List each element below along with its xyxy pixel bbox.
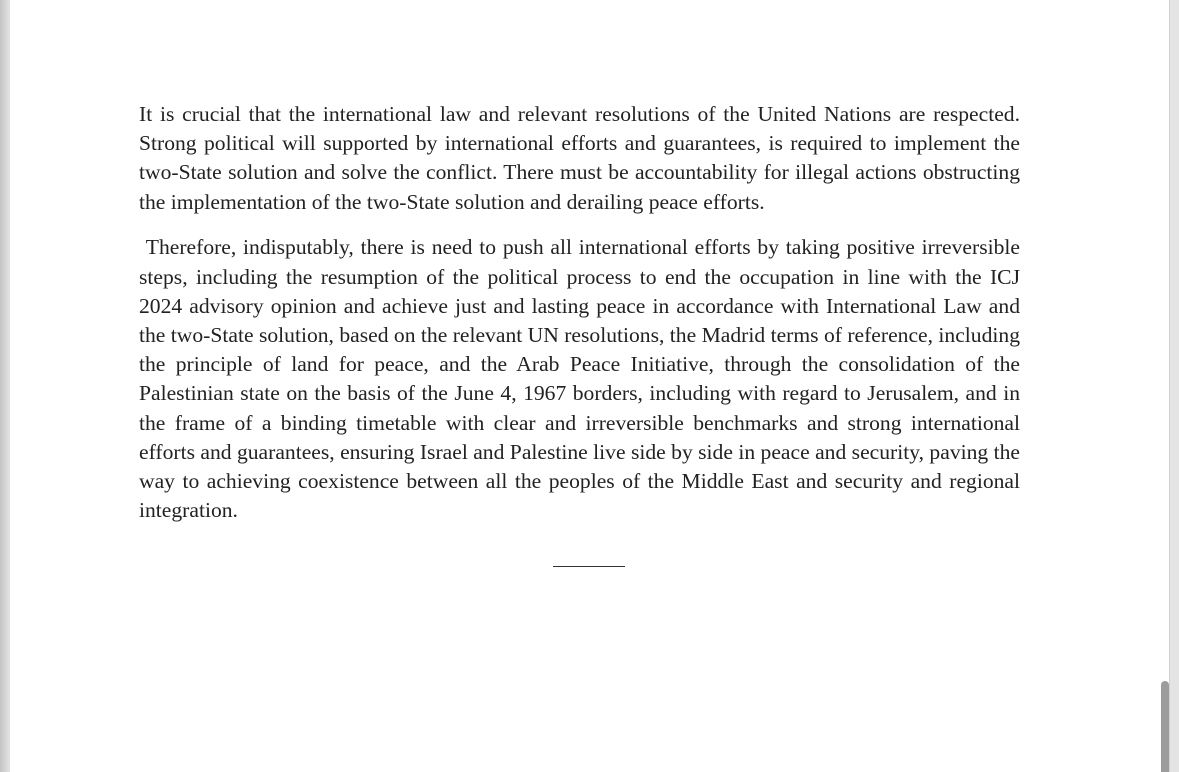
paragraph-international-law: It is crucial that the international law and relevant resolutions of the United Nations are respected. Strong political will supported by international efforts and guarantees, is required to implement the two-State solution and solve the conflict. There must be accountability for illegal actions obstructing the implementation of the two-State solution and derailing peace efforts. bbox=[139, 102, 1020, 214]
scrollbar-track[interactable] bbox=[1169, 0, 1179, 772]
page-body bbox=[139, 100, 1020, 525]
viewer-left-edge bbox=[0, 0, 10, 772]
scrollbar-thumb[interactable] bbox=[1161, 681, 1169, 772]
end-of-text-rule bbox=[553, 566, 625, 567]
paragraph-two-state-solution: Therefore, indisputably, there is need to push all international efforts by taking positive irreversible steps, including the resumption of the political process to end the occupation in line with the ICJ 2024 advisory opinion and achieve just and lasting peace in accordance with International Law and the two-State solution, based on the relevant UN resolutions, the Madrid terms of reference, including the principle of land for peace, and the Arab Peace Initiative, through the consolidation of the Palestinian state on the basis of the June 4, 1967 borders, including with regard to Jerusalem, and in the frame of a binding timetable with clear and irreversible benchmarks and strong international efforts and guarantees, ensuring Israel and Palestine live side by side in peace and security, paving the way to achieving coexistence between all the peoples of the Middle East and security and regional integration. bbox=[139, 235, 1020, 523]
